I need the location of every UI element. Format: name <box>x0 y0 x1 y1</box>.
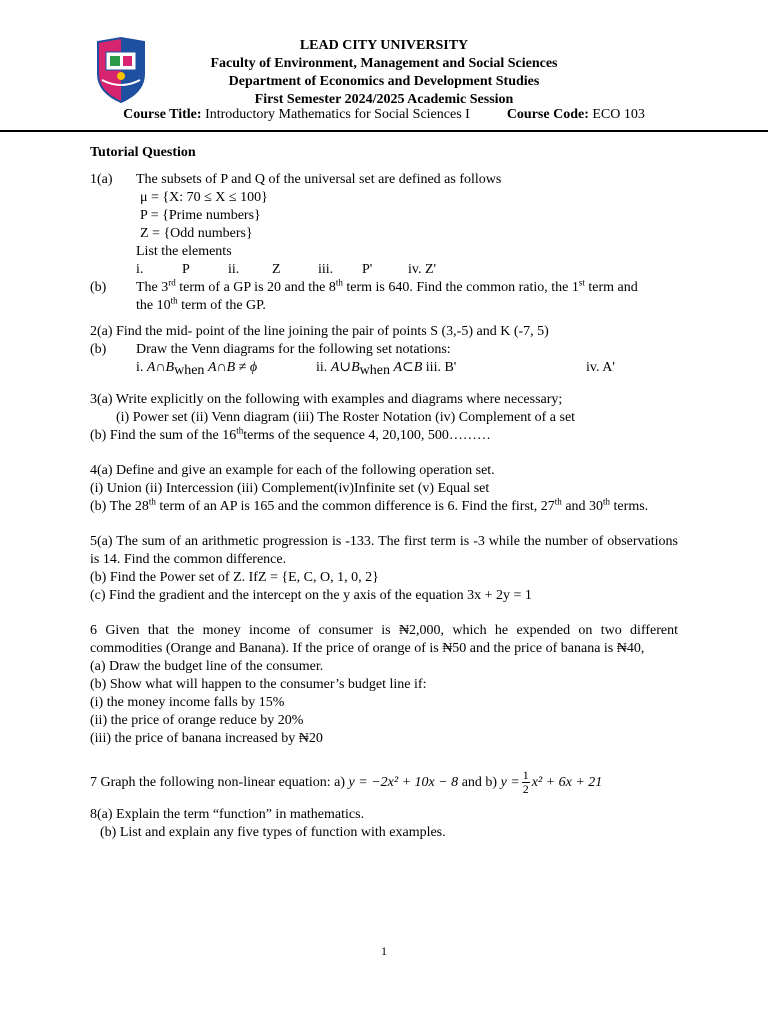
question-5c: (c) Find the gradient and the intercept on the y axis of the equation 3x + 2y = 1 <box>90 588 532 603</box>
universal-set: μ = {X: 70 ≤ X ≤ 100} <box>140 190 268 205</box>
list-items: i. P ii. Z iii. P' iv. Z' <box>136 262 437 277</box>
document-header <box>0 37 768 109</box>
question-4b: (b) The 28th term of an AP is 165 and the common difference is 6. Find the first, 27th and 30th terms. <box>90 496 649 514</box>
question-4a-items: (i) Union (ii) Intercession (iii) Complement(iv)Infinite set (v) Equal set <box>90 481 490 496</box>
question-3a: 3(a) Write explicitly on the following with examples and diagrams where necessary; <box>90 392 563 407</box>
question-6a: (a) Draw the budget line of the consumer. <box>90 659 324 674</box>
course-code-label: Course Code: <box>506 107 589 122</box>
department-name: Department of Economics and Development Studies <box>228 74 540 89</box>
session-name: First Semester 2024/2025 Academic Session <box>254 92 514 107</box>
question-1b-line2: the 10th term of the GP. <box>136 295 266 313</box>
course-info-line <box>0 107 768 123</box>
question-4a: 4(a) Define and give an example for each of the following operation set. <box>90 463 495 478</box>
page-number: 1 <box>381 944 387 958</box>
faculty-name: Faculty of Environment, Management and Social Sciences <box>210 56 558 71</box>
course-title: Introductory Mathematics for Social Sciences I <box>205 107 470 122</box>
list-instruction: List the elements <box>136 244 232 259</box>
question-3a-items: (i) Power set (ii) Venn diagram (iii) The Roster Notation (iv) Complement of a set <box>116 410 576 425</box>
venn-items: i. A∩Bwhen A∩B ≠ ϕ ii. A∪Bwhen A⊂B iii. B' iv. A' <box>136 360 615 378</box>
question-1a: 1(a) The subsets of P and Q of the universal set are defined as follows <box>90 172 502 187</box>
university-name: LEAD CITY UNIVERSITY <box>299 38 469 53</box>
header-divider <box>0 130 768 132</box>
question-6b-i: (i) the money income falls by 15% <box>90 695 285 710</box>
question-5b: (b) Find the Power set of Z. IfZ = {E, C, O, 1, 0, 2} <box>90 570 379 585</box>
set-p: P = {Prime numbers} <box>140 208 261 223</box>
question-7: 7 Graph the following non-linear equation: a) y = −2x² + 10x − 8 and b) y = $\frac{1}{2}$ x² + 6x + 21 <box>90 768 603 797</box>
question-6b-ii: (ii) the price of orange reduce by 20% <box>90 713 304 728</box>
question-8b: (b) List and explain any five types of function with examples. <box>100 825 446 840</box>
question-6b: (b) Show what will happen to the consumer’s budget line if: <box>90 677 427 692</box>
question-8a: 8(a) Explain the term “function” in mathematics. <box>90 807 365 822</box>
questions-body <box>90 144 678 842</box>
section-heading: Tutorial Question <box>90 145 196 160</box>
question-1b: (b) The 3rd term of a GP is 20 and the 8th term is 640. Find the common ratio, the 1st term and <box>90 277 638 295</box>
course-title-label: Course Title: <box>123 107 202 122</box>
set-z: Z = {Odd numbers} <box>140 226 253 241</box>
question-3b: (b) Find the sum of the 16thterms of the sequence 4, 20,100, 500……… <box>90 425 491 443</box>
question-6b-iii: (iii) the price of banana increased by ₦20 <box>90 731 323 746</box>
question-2b: (b) Draw the Venn diagrams for the following set notations: <box>90 342 451 357</box>
question-2a: 2(a) Find the mid- point of the line joining the pair of points S (3,-5) and K (-7, 5) <box>90 324 549 339</box>
question-6-intro: 6 Given that the money income of consumer is ₦2,000, which he expended on two different commodities (Orange and Banana). If the price of orange of is ₦50 and the price of banana is ₦40, <box>90 623 678 656</box>
course-code: ECO 103 <box>592 107 645 122</box>
question-5a: 5(a) The sum of an arithmetic progression is -133. The first term is -3 while the number of observations is 14. Find the common difference. <box>90 534 678 567</box>
